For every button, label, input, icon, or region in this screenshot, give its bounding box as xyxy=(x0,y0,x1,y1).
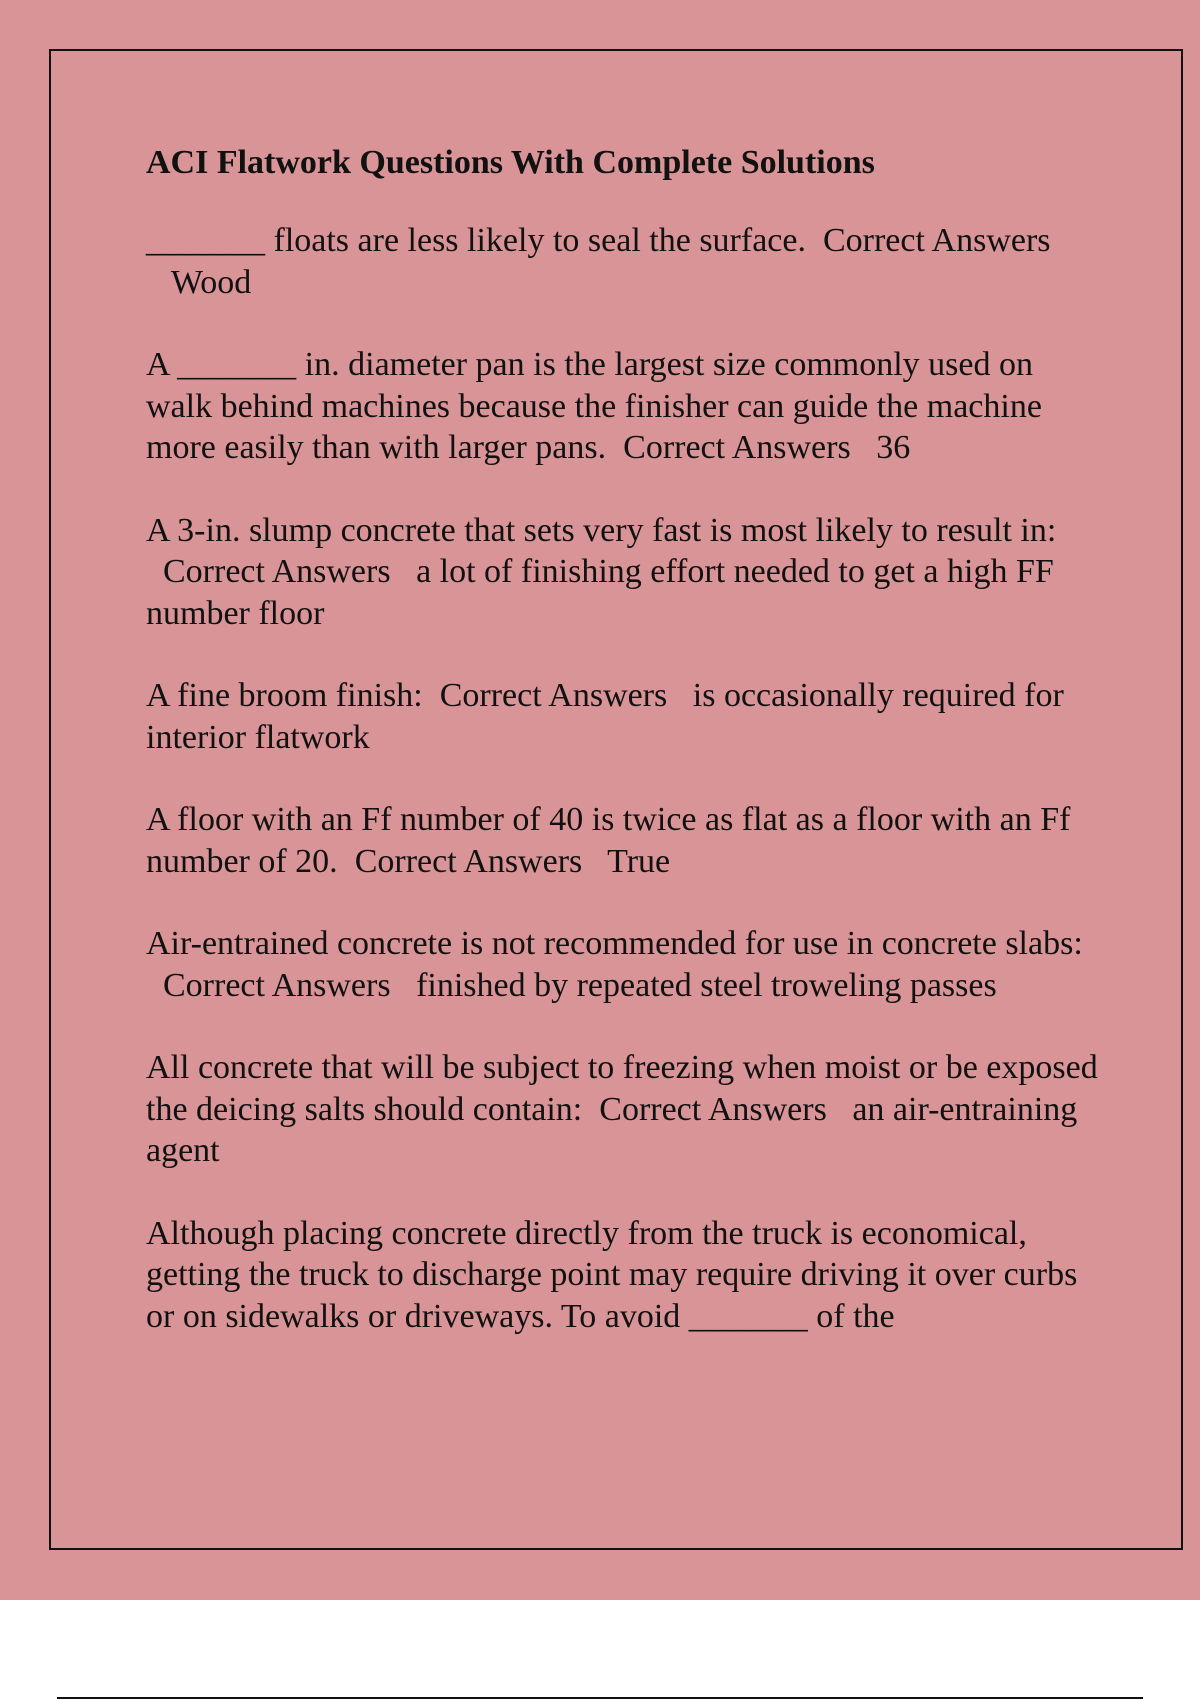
question-text: Although placing concrete directly from the truck is economical, getting the truck to discharge point may require driving it over curbs or on sidewalks or driveways. To avoid _______ of the xyxy=(146,1214,1078,1335)
answer-label: Correct Answers xyxy=(354,842,583,880)
question-text: Air-entrained concrete is not recommended for use in concrete slabs: xyxy=(146,925,1083,962)
qa-item xyxy=(146,344,1106,469)
answer-text: is occasionally required for interior flatwork xyxy=(146,677,1064,756)
footer-divider xyxy=(57,1697,1143,1699)
answer-label: Correct Answers xyxy=(599,1090,827,1128)
qa-item xyxy=(146,510,1106,635)
qa-item xyxy=(146,675,1106,758)
question-text: All concrete that will be subject to freezing when moist or be exposed the deicing salts should contain: xyxy=(146,1049,1098,1128)
document-body xyxy=(146,142,1106,1378)
qa-item xyxy=(146,923,1106,1006)
answer-text: True xyxy=(607,842,671,880)
question-text: A _______ in. diameter pan is the largest size commonly used on walk behind machines because the finisher can guide the machine more easily than with larger pans. xyxy=(146,346,1042,466)
qa-item xyxy=(146,220,1106,303)
qa-item xyxy=(146,799,1106,882)
question-text: A 3-in. slump concrete that sets very fast is most likely to result in: xyxy=(146,511,1057,549)
answer-text: 36 xyxy=(876,429,911,466)
document-title: ACI Flatwork Questions With Complete Solutions xyxy=(146,144,875,181)
qa-item xyxy=(146,1047,1106,1172)
answer-text: Wood xyxy=(170,263,252,301)
answer-label: Correct Answers xyxy=(623,429,851,466)
question-text: _______ floats are less likely to seal the surface. xyxy=(146,222,806,259)
answer-text: a lot of finishing effort needed to get a high FF number floor xyxy=(146,553,1054,632)
qa-item-truncated xyxy=(146,1213,1106,1338)
answer-label: Correct Answers xyxy=(163,553,391,590)
answer-label: Correct Answers xyxy=(439,677,668,714)
answer-text: finished by repeated steel troweling passes xyxy=(416,966,997,1004)
answer-label: Correct Answers xyxy=(822,222,1051,259)
answer-label: Correct Answers xyxy=(163,966,391,1004)
answer-text: an air-entraining agent xyxy=(146,1090,1078,1169)
question-text: A fine broom finish: xyxy=(146,677,423,714)
question-text: A floor with an Ff number of 40 is twice as flat as a floor with an Ff number of 20. xyxy=(146,801,1071,880)
